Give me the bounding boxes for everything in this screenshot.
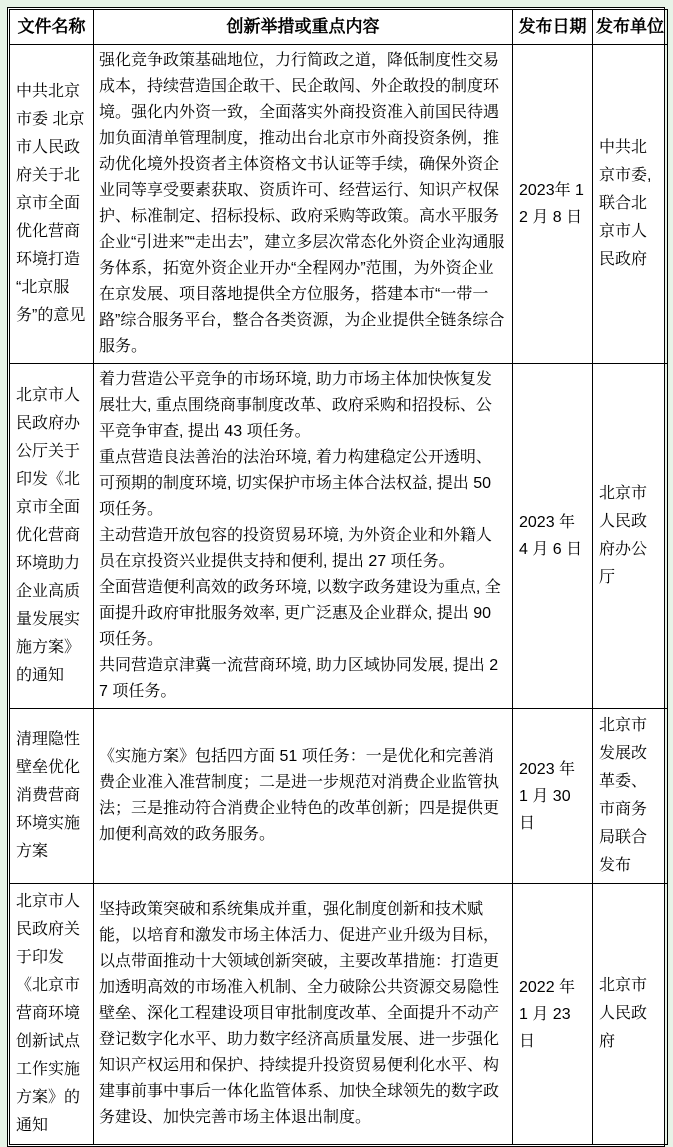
table-row (10, 364, 668, 709)
cell-key-content (94, 45, 513, 364)
content-paragraph: 坚持政策突破和系统集成并重，强化制度创新和技术赋能，以培育和激发市场主体活力、促进产业升级为目标，以点带面推动十大领域创新突破，主要改革措施：打造更加透明高效的市场准入机制、全力破除公共资源交易隐性壁垒、深化工程建设项目审批制度改革、全面提升不动产登记数字化水平、助力数字经济高质量发展、进一步强化知识产权运用和保护、持续提升投资贸易便利化水平、构建事前事中事后一体化监管体系、加快全球领先的数字政务建设、加快完善市场主体退出制度。 (99, 901, 500, 1126)
content-paragraph: 重点营造良法善治的法治环境, 着力构建稳定公开透明、可预期的制度环境, 切实保护市场主体合法权益, 提出 50 项任务。 (99, 449, 492, 518)
cell-file-name: 北京市人民政府关于印发《北京市营商环境创新试点工作实施方案》的通知 (10, 884, 94, 1145)
table-row (10, 884, 668, 1145)
policy-table-wrapper (7, 7, 665, 1147)
table-row (10, 45, 668, 364)
table-row (10, 709, 668, 884)
content-paragraph: 全面营造便利高效的政务环境, 以数字政务建设为重点, 全面提升政府审批服务效率, 更广泛惠及企业群众, 提出 90 项任务。 (99, 579, 501, 648)
content-paragraph: 主动营造开放包容的投资贸易环境, 为外资企业和外籍人员在京投资兴业提供支持和便利, 提出 27 项任务。 (99, 527, 492, 570)
table-body (10, 45, 668, 1145)
cell-publish-date: 2023 年 4 月 6 日 (513, 364, 593, 709)
header-row (10, 10, 668, 45)
header-publish-unit: 发布单位 (593, 10, 668, 45)
cell-file-name: 清理隐性壁垒优化消费营商环境实施方案 (10, 709, 94, 884)
content-paragraph: 《实施方案》包括四方面 51 项任务：一是优化和完善消费企业准入准营制度；二是进一步规范对消费企业监管执法；三是推动符合消费企业特色的改革创新；四是提供更加便利高效的政务服务。 (99, 748, 500, 843)
header-publish-date: 发布日期 (513, 10, 593, 45)
header-key-content: 创新举措或重点内容 (94, 10, 513, 45)
cell-publish-unit: 中共北京市委,联合北京市人民政府 (593, 45, 668, 364)
cell-publish-date: 2023年 12 月 8 日 (513, 45, 593, 364)
cell-publish-unit: 北京市发展改革委、市商务局联合发布 (593, 709, 668, 884)
content-paragraph: 共同营造京津冀一流营商环境, 助力区域协同发展, 提出 27 项任务。 (99, 657, 499, 700)
content-paragraph: 着力营造公平竞争的市场环境, 助力市场主体加快恢复发展壮大, 重点围绕商事制度改革、政府采购和招投标、公平竞争审查, 提出 43 项任务。 (99, 371, 492, 440)
header-file-name: 文件名称 (10, 10, 94, 45)
cell-publish-unit: 北京市人民政府办公厅 (593, 364, 668, 709)
cell-publish-date: 2023 年 1 月 30 日 (513, 709, 593, 884)
content-paragraph: 强化竞争政策基础地位，力行简政之道，降低制度性交易成本，持续营造国企敢干、民企敢闯、外企敢投的制度环境。强化内外资一致，全面落实外商投资准入前国民待遇加负面清单管理制度，推动出台北京市外商投资条例，推动优化境外投资者主体资格文书认证等手续，确保外资企业同等享受要素获取、资质许可、经营运行、知识产权保护、标准制定、招标投标、政府采购等政策。高水平服务企业“引进来”“走出去”，建立多层次常态化外资企业沟通服务体系，拓宽外资企业开办“全程网办”范围，为外资企业在京发展、项目落地提供全方位服务，搭建本市“一带一路”综合服务平台，整合各类资源，为企业提供全链条综合服务。 (99, 52, 505, 355)
cell-key-content (94, 364, 513, 709)
cell-key-content (94, 709, 513, 884)
cell-key-content (94, 884, 513, 1145)
policy-table (9, 9, 668, 1145)
cell-file-name: 中共北京市委 北京市人民政府关于北京市全面优化营商环境打造“北京服务”的意见 (10, 45, 94, 364)
cell-publish-date: 2022 年 1 月 23 日 (513, 884, 593, 1145)
cell-file-name: 北京市人民政府办公厅关于印发《北京市全面优化营商环境助力企业高质量发展实施方案》的通知 (10, 364, 94, 709)
cell-publish-unit: 北京市人民政府 (593, 884, 668, 1145)
